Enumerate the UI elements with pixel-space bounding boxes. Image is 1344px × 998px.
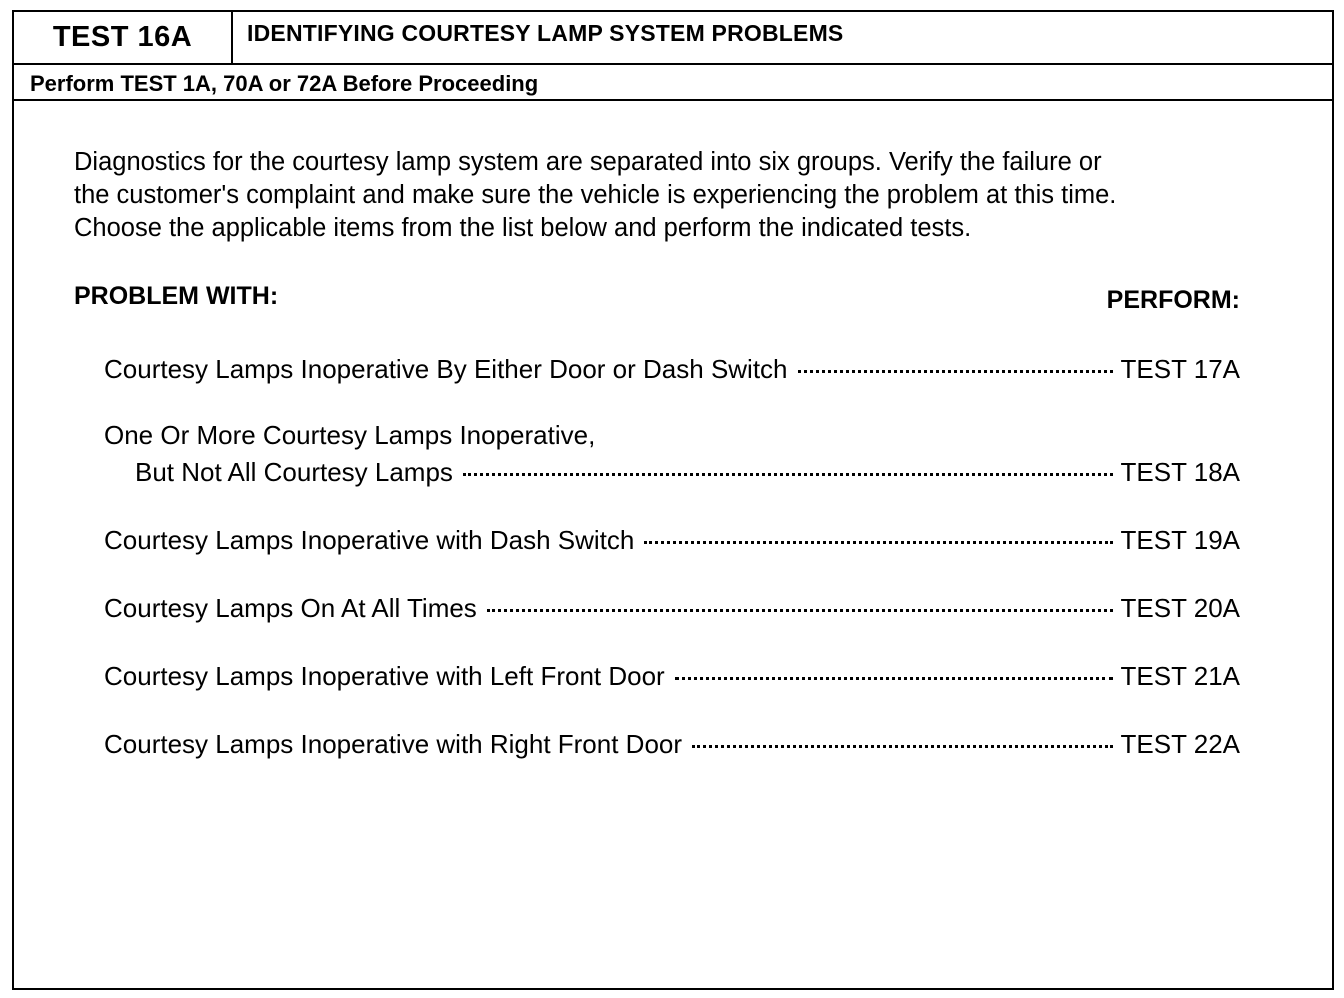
intro-line: Diagnostics for the courtesy lamp system are separated into six groups. Verify the failure or [74,148,1102,176]
dot-leader [692,727,1113,753]
test-reference: TEST 17A [1120,354,1240,384]
problem-label: Courtesy Lamps Inoperative with Left Front Door [104,661,665,691]
prerequisite-bar [12,63,1334,101]
perform-column-header: PERFORM: [1106,286,1240,314]
prerequisite-text: Perform TEST 1A, 70A or 72A Before Proceeding [30,71,539,96]
test-id: TEST 16A [12,10,233,65]
intro-line: Choose the applicable items from the list below and perform the indicated tests. [74,214,972,242]
problem-label: Courtesy Lamps Inoperative with Dash Switch [104,525,635,555]
list-item [104,420,1240,488]
test-reference: TEST 18A [1120,457,1240,487]
test-title: IDENTIFYING COURTESY LAMP SYSTEM PROBLEMS [247,20,844,46]
list-item [104,659,1240,692]
dot-leader [463,455,1113,481]
list-item [104,523,1240,556]
list-item [104,591,1240,624]
list-item [104,352,1240,385]
problem-label: Courtesy Lamps On At All Times [104,593,477,623]
dot-leader [798,352,1113,378]
intro-line: the customer's complaint and make sure the vehicle is experiencing the problem at this time. [74,181,1117,209]
test-reference: TEST 19A [1120,525,1240,555]
problem-label: But Not All Courtesy Lamps [135,457,453,487]
list-item [104,727,1240,760]
dot-leader [644,523,1112,549]
dot-leader [675,659,1113,685]
problem-label-line1: One Or More Courtesy Lamps Inoperative, [104,420,596,450]
test-reference: TEST 20A [1120,593,1240,623]
dot-leader [487,591,1113,617]
intro-paragraph [74,146,1274,245]
problem-column-header: PROBLEM WITH: [74,282,279,310]
problem-label: Courtesy Lamps Inoperative with Right Front Door [104,729,683,759]
test-reference: TEST 21A [1120,661,1240,691]
problem-label: Courtesy Lamps Inoperative By Either Door or Dash Switch [104,354,788,384]
test-reference: TEST 22A [1120,729,1240,759]
